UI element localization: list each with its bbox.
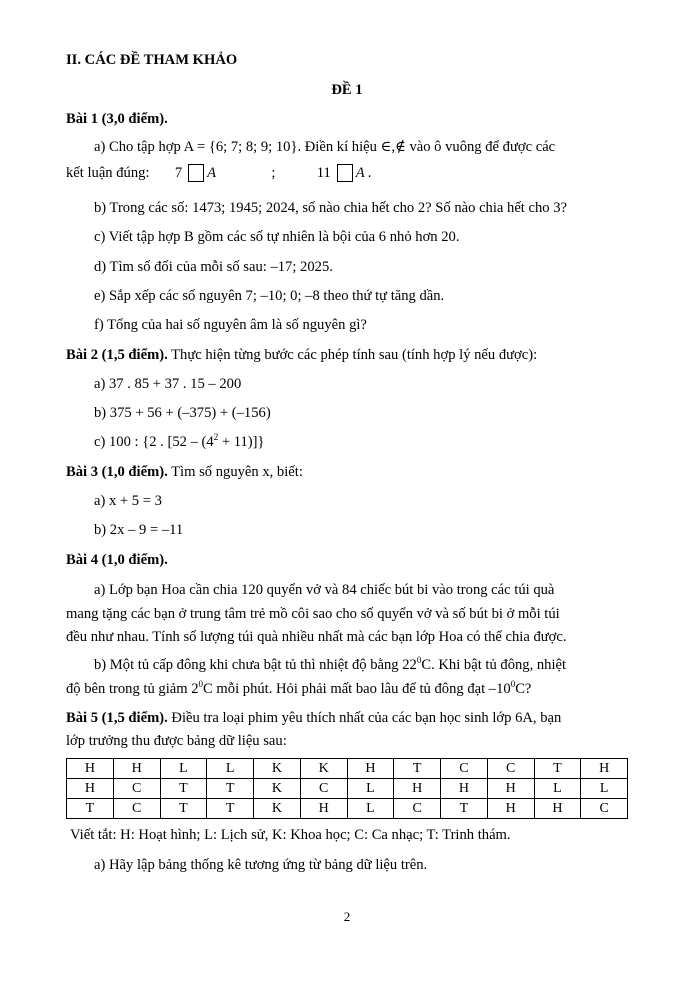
table-cell: C (113, 799, 160, 819)
bai4-b-line2-sup2: 0 (510, 679, 516, 689)
bai4-a-line2: mang tặng các bạn ở trung tâm trẻ mồ côi sao cho số quyển vở và số bút bi ở mỗi túi (66, 606, 560, 622)
table-cell: C (113, 779, 160, 799)
table-cell: H (300, 799, 347, 819)
bai4-b-line1 (94, 656, 566, 674)
bai2-heading-line (66, 346, 537, 364)
table-cell: H (441, 779, 488, 799)
bai1-a-line2 (66, 164, 372, 182)
bai1-a-sep: ; (271, 165, 276, 181)
bai1-d: d) Tìm số đối của mỗi số sau: –17; 2025. (94, 259, 333, 275)
table-cell: C (581, 799, 628, 819)
table-cell: C (300, 779, 347, 799)
bai4-b-line1-sup: 0 (416, 655, 422, 665)
table-cell: T (394, 759, 441, 779)
table-cell: C (441, 759, 488, 779)
table-cell: L (347, 779, 394, 799)
table-cell: H (581, 759, 628, 779)
bai4-a-line1: a) Lớp bạn Hoa cần chia 120 quyển vở và 84 chiếc bút bi vào trong các túi quà (94, 582, 555, 598)
table-cell: K (254, 779, 301, 799)
table-cell: T (160, 799, 207, 819)
bai1-a-item1-num: 7 (174, 165, 183, 181)
table-cell: H (67, 779, 114, 799)
bai1-b: b) Trong các số: 1473; 1945; 2024, số nào chia hết cho 2? Số nào chia hết cho 3? (94, 200, 567, 216)
bai2-c (94, 433, 265, 451)
table-cell: T (534, 759, 581, 779)
answer-box-2[interactable] (337, 164, 353, 182)
bai3-b: b) 2x – 9 = –11 (94, 522, 184, 538)
exam-title: ĐỀ 1 (331, 82, 363, 98)
table-cell: T (441, 799, 488, 819)
table-cell: H (67, 759, 114, 779)
bai2-c-sup: 2 (213, 432, 219, 442)
table-cell: H (113, 759, 160, 779)
table-cell: H (394, 779, 441, 799)
bai4-a-line3: đều như nhau. Tính số lượng túi quà nhiều nhất mà các bạn lớp Hoa có thể chia được. (66, 629, 567, 645)
bai1-a-item2-num: 11 (316, 165, 331, 181)
table-cell: H (487, 799, 534, 819)
bai1-f: f) Tổng của hai số nguyên âm là số nguyên gì? (94, 317, 367, 333)
table-cell: H (347, 759, 394, 779)
bai4-b-line1-post: C. Khi bật tủ đông, nhiệt (421, 657, 567, 673)
table-cell: C (487, 759, 534, 779)
bai2-b: b) 375 + 56 + (–375) + (–156) (94, 405, 271, 421)
bai1-a-prefix: kết luận đúng: (66, 165, 150, 181)
bai4-b-line2-pre: độ bên trong tủ giảm 2 (66, 681, 199, 697)
bai5-intro-line1: Điều tra loại phim yêu thích nhất của các bạn học sinh lớp 6A, bạn (167, 710, 562, 726)
table-cell: K (254, 799, 301, 819)
table-row (67, 759, 628, 779)
bai5-a: a) Hãy lập bảng thống kê tương ứng từ bảng dữ liệu trên. (94, 857, 428, 873)
table-cell: C (394, 799, 441, 819)
table-cell: H (487, 779, 534, 799)
bai1-a-item1-set: A (207, 165, 217, 181)
bai5-legend: Viết tắt: H: Hoạt hình; L: Lịch sử, K: Khoa học; C: Ca nhạc; T: Trinh thám. (70, 827, 511, 843)
table-row (67, 799, 628, 819)
bai4-heading: Bài 4 (1,0 điểm). (66, 552, 168, 568)
bai4-b-line2-sup: 0 (198, 679, 204, 689)
table-cell: K (300, 759, 347, 779)
bai5-intro-line2: lớp trưởng thu được bảng dữ liệu sau: (66, 733, 287, 749)
bai1-a-line1: a) Cho tập hợp A = {6; 7; 8; 9; 10}. Điền kí hiệu ∈,∉ vào ô vuông để được các (94, 139, 556, 155)
bai5-heading-line (66, 709, 561, 727)
bai4-b-line2-mid: C mỗi phút. Hỏi phải mất bao lâu để tủ đông đạt –10 (203, 681, 511, 697)
bai3-intro: Tìm số nguyên x, biết: (167, 464, 303, 480)
bai2-a: a) 37 . 85 + 37 . 15 – 200 (94, 376, 242, 392)
table-cell: L (347, 799, 394, 819)
table-cell: L (534, 779, 581, 799)
bai3-a: a) x + 5 = 3 (94, 493, 162, 509)
bai1-c: c) Viết tập hợp B gồm các số tự nhiên là bội của 6 nhỏ hơn 20. (94, 229, 460, 245)
bai4-b-line2 (66, 680, 531, 698)
bai1-a-item2-set: A . (355, 165, 372, 181)
table-cell: L (160, 759, 207, 779)
page-number: 2 (343, 909, 351, 924)
table-row (67, 779, 628, 799)
bai2-heading: Bài 2 (1,5 điểm). (66, 347, 168, 363)
bai5-heading: Bài 5 (1,5 điểm). (66, 710, 168, 726)
bai4-b-line2-post: C? (515, 681, 532, 697)
table-cell: H (534, 799, 581, 819)
bai3-heading: Bài 3 (1,0 điểm). (66, 464, 168, 480)
bai1-e: e) Sắp xếp các số nguyên 7; –10; 0; –8 theo thứ tự tăng dần. (94, 288, 445, 304)
bai2-intro: Thực hiện từng bước các phép tính sau (tính hợp lý nếu được): (167, 347, 538, 363)
answer-box-1[interactable] (188, 164, 204, 182)
table-cell: T (67, 799, 114, 819)
table-cell: T (207, 779, 254, 799)
bai3-heading-line (66, 463, 303, 481)
table-cell: L (207, 759, 254, 779)
bai1-heading: Bài 1 (3,0 điểm). (66, 111, 168, 127)
section-title: II. CÁC ĐỀ THAM KHẢO (66, 52, 238, 68)
bai4-b-line1-pre: b) Một tủ cấp đông khi chưa bật tủ thì nhiệt độ bằng 22 (94, 657, 417, 673)
bai2-c-post: + 11)]} (218, 434, 265, 450)
table-cell: K (254, 759, 301, 779)
table-cell: T (160, 779, 207, 799)
survey-data-table (66, 758, 628, 819)
table-cell: L (581, 779, 628, 799)
bai2-c-pre: c) 100 : {2 . [52 – (4 (94, 434, 214, 450)
table-cell: T (207, 799, 254, 819)
